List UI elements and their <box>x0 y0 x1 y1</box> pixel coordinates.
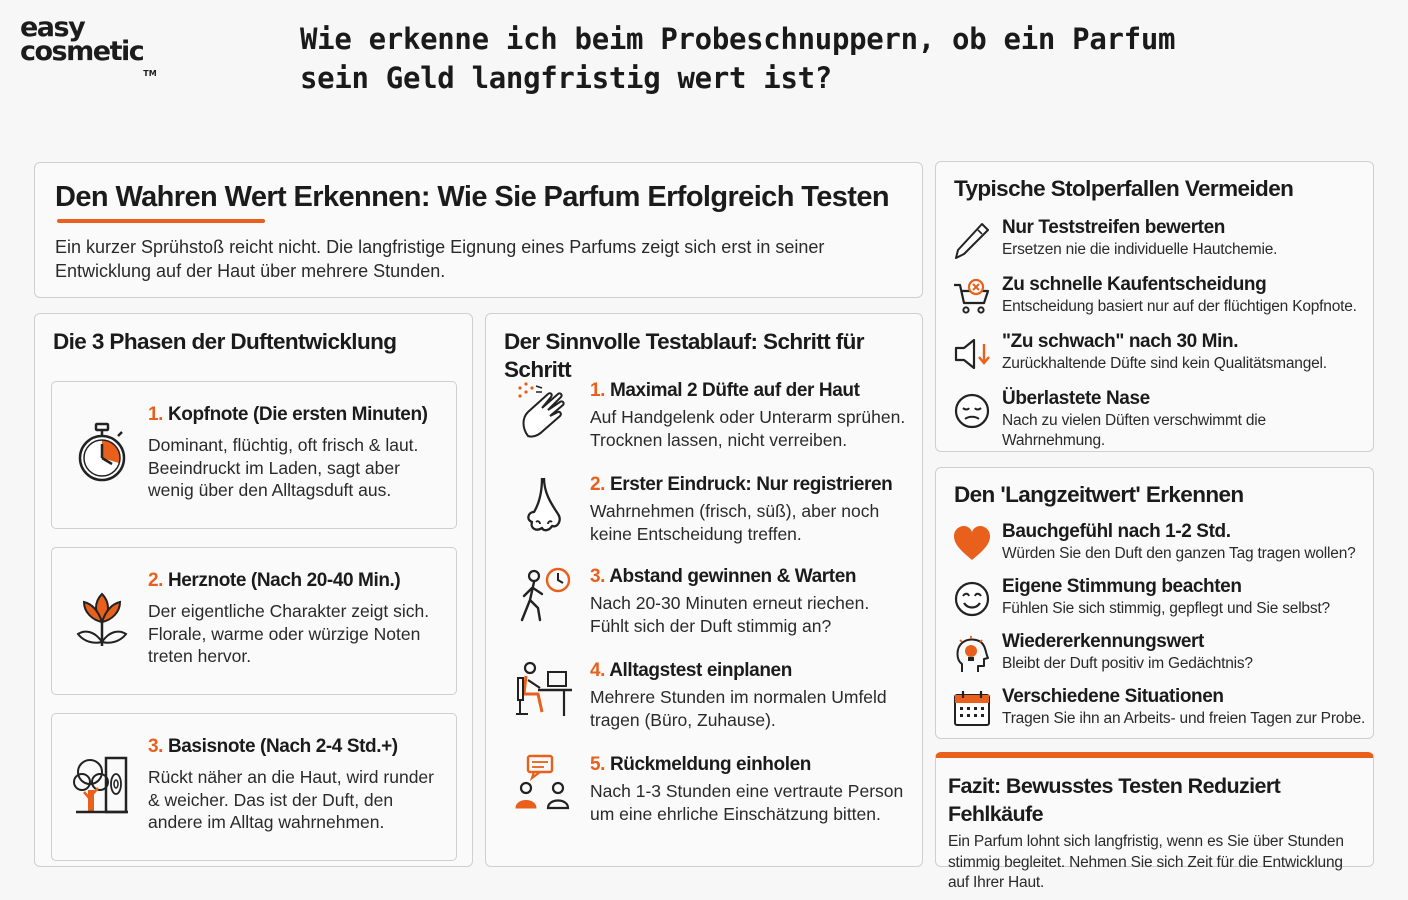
pitfall-2-text: Entscheidung basiert nur auf der flüchtigen Kopfnote. <box>1002 298 1357 315</box>
longterm-1-title: Bauchgefühl nach 1-2 Std. <box>1002 521 1231 542</box>
step-4-heading: Alltagstest einplanen <box>609 660 792 681</box>
phase-2-text: Der eigentliche Charakter zeigt sich. Florale, warme oder würzige Noten treten hervor. <box>148 601 430 666</box>
longterm-item <box>950 685 1367 739</box>
walking-clock-icon <box>514 564 574 628</box>
heart-icon <box>952 524 992 564</box>
pitfall-3-text: Zurückhaltende Düfte sind kein Qualitätsmangel. <box>1002 355 1327 372</box>
step-3-heading: Abstand gewinnen & Warten <box>609 566 857 587</box>
phase-2-number: 2. <box>148 570 164 591</box>
step-4-title <box>590 658 912 684</box>
step-5-heading: Rückmeldung einholen <box>609 754 811 775</box>
conclusion-text: Ein Parfum lohnt sich langfristig, wenn es Sie über Stunden stimmig begleitet. Nehmen Sie sich Zeit für die Entwicklung auf Ihrer Haut. <box>948 833 1344 891</box>
step-2-title <box>590 472 912 498</box>
longterm-3-text: Bleibt der Duft positiv im Gedächtnis? <box>1002 655 1253 672</box>
pitfalls-title: Typische Stolperfallen Vermeiden <box>954 176 1294 201</box>
pitfall-item <box>950 330 1367 384</box>
step-4-number: 4. <box>590 660 606 681</box>
pitfall-4-text: Nach zu vielen Düften verschwimmt die Wahrnehmung. <box>1002 412 1266 449</box>
step-5 <box>510 752 912 842</box>
phase-2-heading: Herznote (Nach 20-40 Min.) <box>167 570 401 591</box>
longterm-4-title: Verschiedene Situationen <box>1002 686 1224 707</box>
step-3-title <box>590 564 912 590</box>
pitfall-item <box>950 216 1367 270</box>
intro-card <box>34 162 923 298</box>
longterm-4-text: Tragen Sie ihn an Arbeits- und freien Tagen zur Probe. <box>1002 710 1366 727</box>
step-2-text: Wahrnehmen (frisch, süß), aber noch keine Entscheidung treffen. <box>590 501 880 544</box>
phase-1-number: 1. <box>148 404 164 425</box>
phase-card-base-note <box>51 713 457 861</box>
smile-icon <box>952 579 992 619</box>
longterm-1-text: Würden Sie den Duft den ganzen Tag tragen wollen? <box>1002 545 1356 562</box>
title-underline <box>57 219 265 223</box>
phase-1-title <box>148 402 446 428</box>
test-strip-icon <box>952 220 992 260</box>
phase-1-heading: Kopfnote (Die ersten Minuten) <box>167 404 428 425</box>
intro-title: Den Wahren Wert Erkennen: Wie Sie Parfum Erfolgreich Testen <box>55 181 889 213</box>
longterm-panel <box>935 467 1374 739</box>
conversation-icon <box>514 752 574 816</box>
stopwatch-icon <box>72 420 132 484</box>
pitfall-4-title: Überlastete Nase <box>1002 388 1150 409</box>
steps-panel <box>485 313 923 867</box>
volume-down-icon <box>952 334 992 374</box>
steps-title: Der Sinnvolle Testablauf: Schritt für Schritt <box>504 329 864 382</box>
flower-icon <box>72 586 132 650</box>
step-1-title <box>590 378 912 404</box>
phase-2-title <box>148 568 446 594</box>
phase-3-heading: Basisnote (Nach 2-4 Std.+) <box>167 736 398 757</box>
longterm-2-title: Eigene Stimmung beachten <box>1002 576 1242 597</box>
step-1-text: Auf Handgelenk oder Unterarm sprühen. Trocknen lassen, nicht verreiben. <box>590 407 906 450</box>
step-4 <box>510 658 912 748</box>
longterm-title: Den 'Langzeitwert' Erkennen <box>954 482 1244 507</box>
conclusion-card <box>935 752 1374 891</box>
longterm-item <box>950 520 1367 574</box>
logo-trademark: TM <box>143 69 157 78</box>
phases-title: Die 3 Phasen der Duftentwicklung <box>53 329 397 354</box>
calendar-icon <box>952 689 992 729</box>
longterm-item <box>950 630 1367 684</box>
longterm-2-text: Fühlen Sie sich stimmig, gepflegt und Sie selbst? <box>1002 600 1330 617</box>
step-2-heading: Erster Eindruck: Nur registrieren <box>609 474 893 495</box>
step-3 <box>510 564 912 654</box>
longterm-3-title: Wiedererkennungswert <box>1002 631 1204 652</box>
phase-3-title <box>148 734 446 760</box>
step-2-number: 2. <box>590 474 606 495</box>
phases-panel <box>34 313 473 867</box>
phase-1-text: Dominant, flüchtig, oft frisch & laut. Beeindruckt im Laden, sagt aber wenig über den Alltagsduft aus. <box>148 435 419 500</box>
pitfall-1-text: Ersetzen nie die individuelle Hautchemie. <box>1002 241 1278 258</box>
cart-cancel-icon <box>952 277 992 317</box>
step-1 <box>510 378 912 468</box>
wood-tree-icon <box>72 752 132 816</box>
logo-word: cosmetic <box>20 36 144 67</box>
head-bulb-icon <box>952 634 992 674</box>
spray-hand-icon <box>514 378 574 442</box>
step-5-number: 5. <box>590 754 606 775</box>
nose-icon <box>514 472 574 536</box>
main-question: Wie erkenne ich beim Probeschnuppern, ob ein Parfum sein Geld langfristig wert ist? <box>300 22 1176 95</box>
pitfalls-panel <box>935 161 1374 452</box>
step-1-heading: Maximal 2 Düfte auf der Haut <box>609 380 860 401</box>
step-5-title <box>590 752 912 778</box>
pitfall-2-title: Zu schnelle Kaufentscheidung <box>1002 274 1267 295</box>
logo-line-1: easy <box>20 12 85 43</box>
phase-card-top-note <box>51 381 457 529</box>
pitfall-item <box>950 273 1367 327</box>
phase-3-number: 3. <box>148 736 164 757</box>
step-3-number: 3. <box>590 566 606 587</box>
step-1-number: 1. <box>590 380 606 401</box>
pitfall-3-title: "Zu schwach" nach 30 Min. <box>1002 331 1239 352</box>
step-4-text: Mehrere Stunden im normalen Umfeld tragen (Büro, Zuhause). <box>590 687 887 730</box>
step-3-text: Nach 20-30 Minuten erneut riechen. Fühlt sich der Duft stimmig an? <box>590 593 870 636</box>
desk-worker-icon <box>514 658 574 722</box>
phase-3-text: Rückt näher an die Haut, wird runder & weicher. Das ist der Duft, den andere im Alltag wahrnehmen. <box>148 767 434 832</box>
logo-line-2 <box>20 36 157 78</box>
step-5-text: Nach 1-3 Stunden eine vertraute Person um eine ehrliche Einschätzung bitten. <box>590 781 904 824</box>
phase-card-heart-note <box>51 547 457 695</box>
conclusion-title: Fazit: Bewusstes Testen Reduziert Fehlkäufe <box>948 774 1281 826</box>
pitfall-item <box>950 387 1367 449</box>
tired-face-icon <box>952 391 992 431</box>
longterm-item <box>950 575 1367 629</box>
brand-logo <box>20 12 157 78</box>
intro-text: Ein kurzer Sprühstoß reicht nicht. Die langfristige Eignung eines Parfums zeigt sich erst in seiner Entwicklung auf der Haut über mehrere Stunden. <box>55 237 825 281</box>
pitfall-1-title: Nur Teststreifen bewerten <box>1002 217 1225 238</box>
step-2 <box>510 472 912 562</box>
